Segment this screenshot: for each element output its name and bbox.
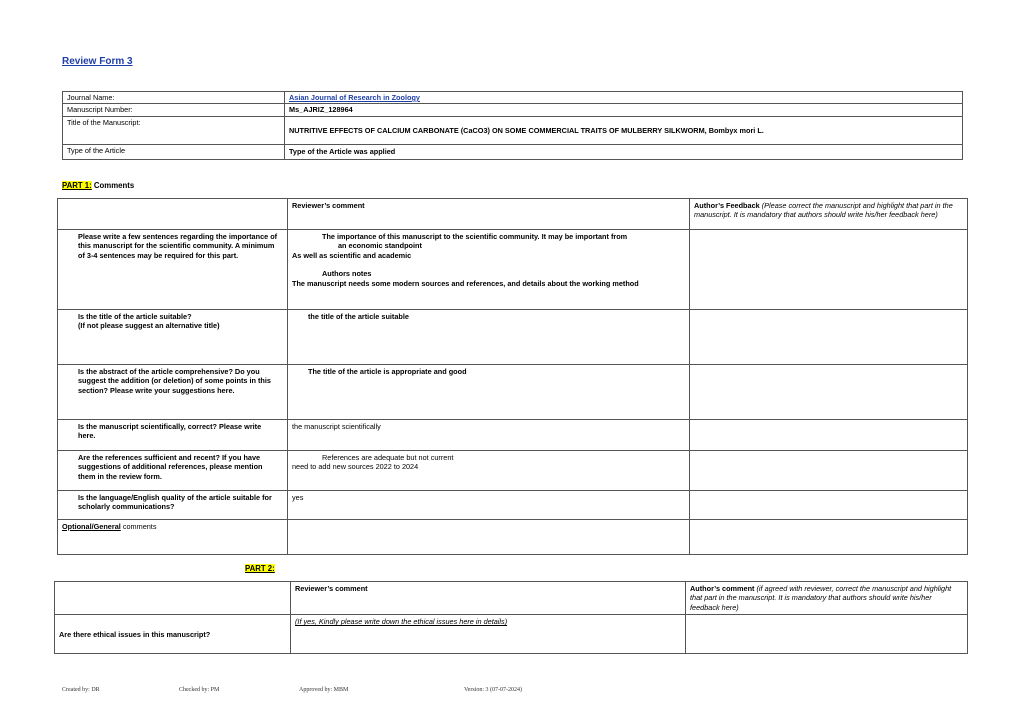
optional-comments-cell[interactable] (288, 520, 690, 555)
form-title: Review Form 3 (62, 56, 133, 67)
footer-approved: Approved by: MBM (299, 687, 349, 693)
part1-header-row (58, 199, 968, 230)
article-type-row (63, 144, 963, 159)
part1-heading-text: Comments (91, 181, 135, 190)
manuscript-number-row (63, 104, 963, 116)
references-comment[interactable]: References are adequate but not current need to add new sources 2022 to 2024 (288, 451, 690, 491)
abstract-comment[interactable]: The title of the article is appropriate and good (288, 365, 690, 420)
article-type-value: Type of the Article was applied (285, 144, 963, 159)
reviewer-comment-header: Reviewer’s comment (288, 199, 690, 230)
scientific-comment[interactable]: the manuscript scientifically (288, 420, 690, 451)
ethics-hint: (If yes, Kindly please write down the ethical issues here in details) (295, 617, 508, 627)
journal-label: Journal Name: (63, 92, 285, 104)
scientific-row (58, 420, 968, 451)
footer-created: Created by: DR (62, 687, 100, 693)
manuscript-number-value: Ms_AJRIZ_128964 (285, 104, 963, 116)
part2-author-header: Author’s comment (if agreed with reviewer, correct the manuscript and highlight that part in the manuscript. It is mandatory that authors should write his/her feedback here) (686, 582, 968, 615)
ethics-question: Are there ethical issues in this manuscript? (55, 615, 291, 654)
scientific-question: Is the manuscript scientifically, correct? Please write here. (58, 420, 288, 451)
references-question: Are the references sufficient and recent? If you have suggestions of additional references, please mention them in the review form. (58, 451, 288, 491)
journal-row (63, 92, 963, 104)
manuscript-title-value: NUTRITIVE EFFECTS OF CALCIUM CARBONATE (CaCO3) ON SOME COMMERCIAL TRAITS OF MULBERRY SILKWORM, Bombyx mori L. (285, 116, 963, 144)
references-author-feedback[interactable] (690, 451, 968, 491)
journal-link[interactable]: Asian Journal of Research in Zoology (289, 93, 420, 102)
manuscript-info-table (62, 91, 963, 160)
optional-comments-label: Optional/General comments (58, 520, 288, 555)
language-question: Is the language/English quality of the article suitable for scholarly communications? (58, 491, 288, 520)
abstract-row (58, 365, 968, 420)
optional-author-feedback[interactable] (690, 520, 968, 555)
footer-version: Version: 3 (07-07-2024) (464, 687, 522, 693)
part1-heading (62, 181, 134, 191)
ethics-comment[interactable] (291, 615, 686, 654)
footer-checked: Checked by: PM (179, 687, 220, 693)
manuscript-number-label: Manuscript Number: (63, 104, 285, 116)
optional-comments-row (58, 520, 968, 555)
importance-author-feedback[interactable] (690, 230, 968, 310)
ethics-author-comment[interactable] (686, 615, 968, 654)
part1-heading-label: PART 1: (62, 181, 92, 190)
title-suitable-question: Is the title of the article suitable? (If not please suggest an alternative title) (58, 310, 288, 365)
title-suitable-row (58, 310, 968, 365)
importance-question: Please write a few sentences regarding the importance of this manuscript for the scientific community. A minimum of 3-4 sentences may be required for this part. (58, 230, 288, 310)
part1-comments-table (57, 198, 968, 555)
abstract-author-feedback[interactable] (690, 365, 968, 420)
scientific-author-feedback[interactable] (690, 420, 968, 451)
part2-header-row (55, 582, 968, 615)
language-row (58, 491, 968, 520)
language-comment[interactable]: yes (288, 491, 690, 520)
language-author-feedback[interactable] (690, 491, 968, 520)
part2-ethics-table (54, 581, 968, 654)
author-feedback-header: Author’s Feedback (Please correct the manuscript and highlight that part in the manuscript. It is mandatory that authors should write his/her feedback here) (690, 199, 968, 230)
importance-row (58, 230, 968, 310)
manuscript-title-row (63, 116, 963, 144)
part2-heading: PART 2: (245, 564, 275, 573)
manuscript-title-label: Title of the Manuscript: (63, 116, 285, 144)
references-row (58, 451, 968, 491)
title-suitable-comment[interactable]: the title of the article suitable (288, 310, 690, 365)
ethics-row (55, 615, 968, 654)
title-suitable-author-feedback[interactable] (690, 310, 968, 365)
importance-comment[interactable]: The importance of this manuscript to the scientific community. It may be important from an economic standpoint As well as scientific and academic Authors notes The manuscript needs some modern sources and references, and details about the working method (288, 230, 690, 310)
abstract-question: Is the abstract of the article comprehensive? Do you suggest the addition (or deletion) of some points in this section? Please write your suggestions here. (58, 365, 288, 420)
part2-reviewer-header: Reviewer’s comment (291, 582, 686, 615)
article-type-label: Type of the Article (63, 144, 285, 159)
